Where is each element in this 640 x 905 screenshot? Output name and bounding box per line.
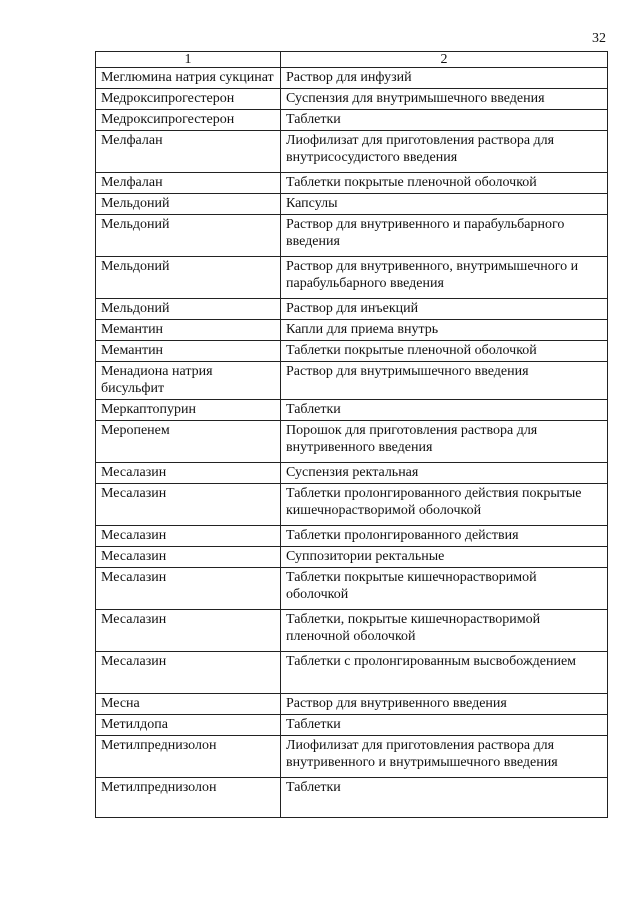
table-row — [96, 484, 608, 526]
drug-name-cell: Мемантин — [96, 320, 281, 341]
table-row — [96, 362, 608, 400]
dosage-form-cell: Таблетки покрытые кишечнорастворимой оболочкой — [281, 568, 608, 610]
table-row — [96, 89, 608, 110]
dosage-form-cell: Капли для приема внутрь — [281, 320, 608, 341]
drug-name-cell: Метилпреднизолон — [96, 778, 281, 818]
dosage-form-cell: Таблетки — [281, 110, 608, 131]
dosage-form-cell: Раствор для внутривенного введения — [281, 694, 608, 715]
table-row — [96, 131, 608, 173]
dosage-form-cell: Порошок для приготовления раствора для внутривенного введения — [281, 421, 608, 463]
drug-name-cell: Меркаптопурин — [96, 400, 281, 421]
table-row — [96, 110, 608, 131]
dosage-form-cell: Таблетки пролонгированного действия — [281, 526, 608, 547]
drug-name-cell: Месалазин — [96, 547, 281, 568]
dosage-form-cell: Раствор для внутривенного и парабульбарного введения — [281, 215, 608, 257]
table-row — [96, 299, 608, 320]
table-row — [96, 652, 608, 694]
dosage-form-cell: Таблетки покрытые пленочной оболочкой — [281, 341, 608, 362]
table-row — [96, 610, 608, 652]
drug-name-cell: Медроксипрогестерон — [96, 110, 281, 131]
table-row — [96, 421, 608, 463]
dosage-form-cell: Раствор для инфузий — [281, 68, 608, 89]
drug-name-cell: Мемантин — [96, 341, 281, 362]
drug-name-cell: Мельдоний — [96, 194, 281, 215]
table-row — [96, 736, 608, 778]
drug-name-cell: Месалазин — [96, 484, 281, 526]
drug-name-cell: Меглюмина натрия сукцинат — [96, 68, 281, 89]
dosage-form-cell: Раствор для внутримышечного введения — [281, 362, 608, 400]
dosage-form-cell: Таблетки — [281, 715, 608, 736]
table-row — [96, 341, 608, 362]
dosage-form-cell: Суппозитории ректальные — [281, 547, 608, 568]
drug-name-cell: Месна — [96, 694, 281, 715]
drug-name-cell: Метилпреднизолон — [96, 736, 281, 778]
drug-name-cell: Мельдоний — [96, 299, 281, 320]
drug-name-cell: Месалазин — [96, 526, 281, 547]
drug-name-cell: Мелфалан — [96, 131, 281, 173]
dosage-form-cell: Капсулы — [281, 194, 608, 215]
dosage-form-cell: Лиофилизат для приготовления раствора для внутривенного и внутримышечного введения — [281, 736, 608, 778]
drug-name-cell: Мелфалан — [96, 173, 281, 194]
drug-name-cell: Меропенем — [96, 421, 281, 463]
table-row — [96, 694, 608, 715]
dosage-form-cell: Таблетки — [281, 778, 608, 818]
table-row — [96, 715, 608, 736]
drug-name-cell: Месалазин — [96, 568, 281, 610]
table-header-row — [96, 52, 608, 68]
drug-name-cell: Менадиона натрия бисульфит — [96, 362, 281, 400]
drug-table — [95, 51, 608, 818]
table-row — [96, 463, 608, 484]
dosage-form-cell: Суспензия для внутримышечного введения — [281, 89, 608, 110]
dosage-form-cell: Таблетки покрытые пленочной оболочкой — [281, 173, 608, 194]
drug-name-cell: Месалазин — [96, 610, 281, 652]
dosage-form-cell: Таблетки с пролонгированным высвобождением — [281, 652, 608, 694]
table-row — [96, 526, 608, 547]
dosage-form-cell: Суспензия ректальная — [281, 463, 608, 484]
column-header-2: 2 — [281, 52, 608, 68]
drug-name-cell: Месалазин — [96, 463, 281, 484]
dosage-form-cell: Таблетки пролонгированного действия покрытые кишечнорастворимой оболочкой — [281, 484, 608, 526]
table-row — [96, 194, 608, 215]
drug-name-cell: Метилдопа — [96, 715, 281, 736]
drug-name-cell: Медроксипрогестерон — [96, 89, 281, 110]
column-header-1: 1 — [96, 52, 281, 68]
dosage-form-cell: Лиофилизат для приготовления раствора для внутрисосудистого введения — [281, 131, 608, 173]
table-row — [96, 400, 608, 421]
table-row — [96, 778, 608, 818]
page-number: 32 — [592, 31, 606, 46]
table-row — [96, 68, 608, 89]
table-row — [96, 547, 608, 568]
dosage-form-cell: Таблетки — [281, 400, 608, 421]
table-row — [96, 320, 608, 341]
table-row — [96, 173, 608, 194]
table-row — [96, 568, 608, 610]
drug-name-cell: Мельдоний — [96, 257, 281, 299]
dosage-form-cell: Таблетки, покрытые кишечнорастворимой пленочной оболочкой — [281, 610, 608, 652]
drug-name-cell: Месалазин — [96, 652, 281, 694]
drug-name-cell: Мельдоний — [96, 215, 281, 257]
dosage-form-cell: Раствор для инъекций — [281, 299, 608, 320]
table-row — [96, 257, 608, 299]
dosage-form-cell: Раствор для внутривенного, внутримышечного и парабульбарного введения — [281, 257, 608, 299]
table-row — [96, 215, 608, 257]
